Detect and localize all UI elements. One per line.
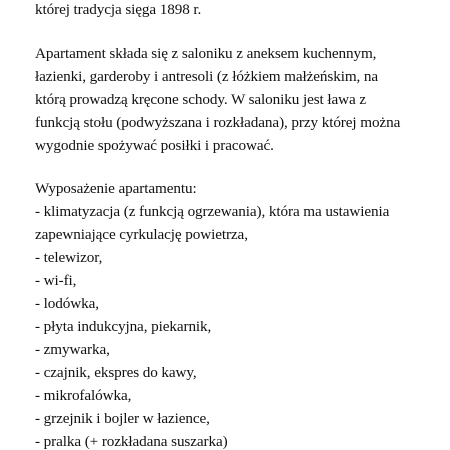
list-item-wifi: - wi-fi,	[35, 272, 77, 289]
text-line-description-2: łazienki, garderoby i antresoli (z łóżkiem małżeńskim, na	[35, 68, 379, 85]
list-item-dishwasher: - zmywarka,	[35, 341, 110, 358]
text-line-description-1: Apartament składa się z saloniku z aneksem kuchennym,	[35, 45, 377, 62]
list-item-hob-oven: - płyta indukcyjna, piekarnik,	[35, 318, 212, 335]
text-line-description-5: wygodnie spożywać posiłki i pracować.	[35, 137, 274, 154]
list-item-microwave: - mikrofalówka,	[35, 387, 132, 404]
list-item-air-conditioning: - klimatyzacja (z funkcją ogrzewania), która ma ustawienia	[35, 203, 390, 220]
text-line-description-3: którą prowadzą kręcone schody. W saloniku jest ława z	[35, 91, 366, 108]
text-line-description-4: funkcją stołu (podwyższana i rozkładana), przy której można	[35, 114, 401, 131]
list-item-fridge: - lodówka,	[35, 295, 99, 312]
text-line-equipment-heading: Wyposażenie apartamentu:	[35, 180, 197, 197]
list-item-washing-machine: - pralka (+ rozkładana suszarka)	[35, 433, 228, 450]
list-item-heater-boiler: - grzejnik i bojler w łazience,	[35, 410, 210, 427]
list-item-tv: - telewizor,	[35, 249, 103, 266]
list-item-air-conditioning-cont: zapewniające cyrkulację powietrza,	[35, 226, 248, 243]
list-item-kettle-coffee: - czajnik, ekspres do kawy,	[35, 364, 197, 381]
text-line-intro-end: której tradycja sięga 1898 r.	[35, 1, 202, 18]
